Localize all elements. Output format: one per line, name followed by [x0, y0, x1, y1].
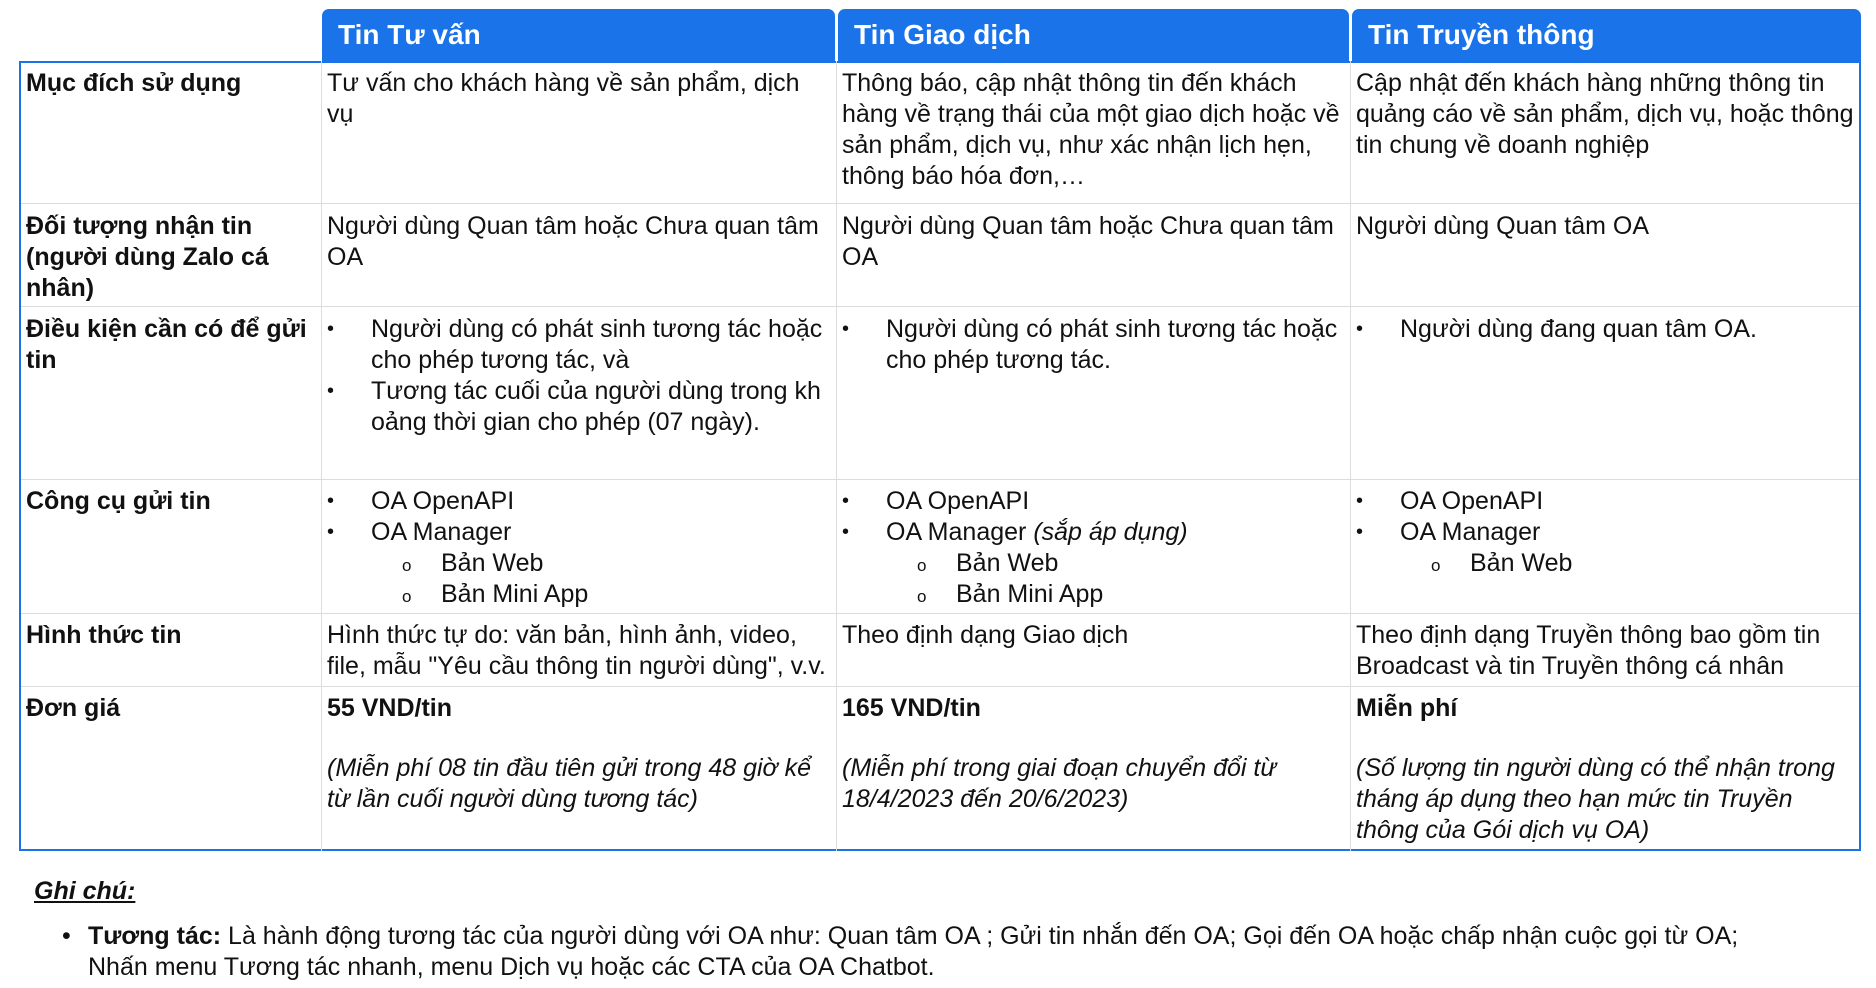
price-note: (Số lượng tin người dùng có thể nhận trong tháng áp dụng theo hạn mức tin Truyền thông của Gói dịch vụ OA): [1356, 754, 1835, 844]
row-label-tools: Công cụ gửi tin: [26, 487, 211, 515]
price-giao-dich: [842, 693, 1347, 815]
notes-title: Ghi chú:: [34, 877, 136, 905]
price-note: (Miễn phí trong giai đoạn chuyển đổi từ 18/4/2023 đến 20/6/2023): [842, 754, 1277, 813]
purpose-tu-van: Tư vấn cho khách hàng về sản phẩm, dịch vụ: [327, 69, 800, 128]
conditions-giao-dich: [842, 314, 1347, 376]
list-item: • OA Manager: [327, 517, 832, 548]
row-label-price: Đơn giá: [26, 694, 121, 722]
list-item: • Người dùng có phát sinh tương tác hoặc cho phép tương tác, và: [327, 314, 832, 376]
row-divider: [21, 306, 1859, 307]
format-giao-dich: Theo định dạng Giao dịch: [842, 621, 1129, 649]
column-divider: [1350, 61, 1351, 851]
column-divider: [321, 61, 322, 851]
coming-soon-note: (sắp áp dụng): [1033, 518, 1188, 546]
price-truyen-thong: [1356, 693, 1856, 846]
list-item: • OA OpenAPI: [842, 486, 1347, 517]
purpose-giao-dich: Thông báo, cập nhật thông tin đến khách hàng về trạng thái của một giao dịch hoặc về sản phẩm, dịch vụ, như xác nhận lịch hẹn, thông báo hóa đơn,…: [842, 69, 1340, 190]
tools-truyen-thong: [1356, 486, 1856, 579]
row-divider: [21, 479, 1859, 480]
recipients-giao-dich: Người dùng Quan tâm hoặc Chưa quan tâm OA: [842, 212, 1334, 271]
header-tin-tu-van: Tin Tư vấn: [322, 9, 835, 61]
list-item: • OA OpenAPI: [327, 486, 832, 517]
price-value: 165 VND/tin: [842, 694, 981, 722]
list-item: • Người dùng đang quan tâm OA.: [1356, 314, 1856, 345]
purpose-truyen-thong: Cập nhật đến khách hàng những thông tin quảng cáo về sản phẩm, dịch vụ, hoặc thông tin chung về doanh nghiệp: [1356, 69, 1854, 159]
row-divider: [21, 686, 1859, 687]
list-item: • OA OpenAPI: [1356, 486, 1856, 517]
price-value: Miễn phí: [1356, 694, 1458, 722]
row-label-recipients: Đối tượng nhận tin (người dùng Zalo cá nhân): [26, 212, 269, 302]
list-item: o Bản Web: [327, 548, 832, 579]
conditions-truyen-thong: [1356, 314, 1856, 345]
list-item: o Bản Mini App: [327, 579, 832, 610]
list-item: o Bản Mini App: [842, 579, 1347, 610]
price-tu-van: [327, 693, 832, 815]
recipients-truyen-thong: Người dùng Quan tâm OA: [1356, 212, 1649, 240]
conditions-tu-van: [327, 314, 832, 438]
format-tu-van: Hình thức tự do: văn bản, hình ảnh, video, file, mẫu "Yêu cầu thông tin người dùng", v.v.: [327, 621, 826, 680]
format-truyen-thong: Theo định dạng Truyền thông bao gồm tin Broadcast và tin Truyền thông cá nhân: [1356, 621, 1821, 680]
tool-name: OA Manager: [886, 518, 1027, 546]
price-value: 55 VND/tin: [327, 694, 453, 722]
notes-item: [62, 921, 1762, 983]
list-item: o Bản Web: [1356, 548, 1856, 579]
header-tin-giao-dich: Tin Giao dịch: [838, 9, 1349, 61]
list-item: • OA Manager: [1356, 517, 1856, 548]
price-note: (Miễn phí 08 tin đầu tiên gửi trong 48 giờ kể từ lần cuối người dùng tương tác): [327, 754, 812, 813]
row-divider: [21, 613, 1859, 614]
list-item: • Tương tác cuối của người dùng trong khoảng thời gian cho phép (07 ngày).: [327, 376, 832, 438]
row-label-conditions: Điều kiện cần có để gửi tin: [26, 315, 307, 374]
header-tin-truyen-thong: Tin Truyền thông: [1352, 9, 1861, 61]
recipients-tu-van: Người dùng Quan tâm hoặc Chưa quan tâm OA: [327, 212, 819, 271]
list-item: o Bản Web: [842, 548, 1347, 579]
tools-tu-van: [327, 486, 832, 610]
row-label-purpose: Mục đích sử dụng: [26, 69, 242, 97]
notes-term: Tương tác:: [88, 922, 222, 950]
notes-text: Là hành động tương tác của người dùng với OA như: Quan tâm OA ; Gửi tin nhắn đến OA; Gọi đến OA hoặc chấp nhận cuộc gọi từ OA; Nhấn menu Tương tác nhanh, menu Dịch vụ hoặc các CTA của OA Chatbot.: [88, 922, 1739, 981]
list-item: [842, 517, 1347, 548]
row-label-format: Hình thức tin: [26, 621, 182, 649]
list-item: • Người dùng có phát sinh tương tác hoặc cho phép tương tác.: [842, 314, 1347, 376]
tools-giao-dich: [842, 486, 1347, 610]
row-divider: [21, 203, 1859, 204]
column-divider: [836, 61, 837, 851]
